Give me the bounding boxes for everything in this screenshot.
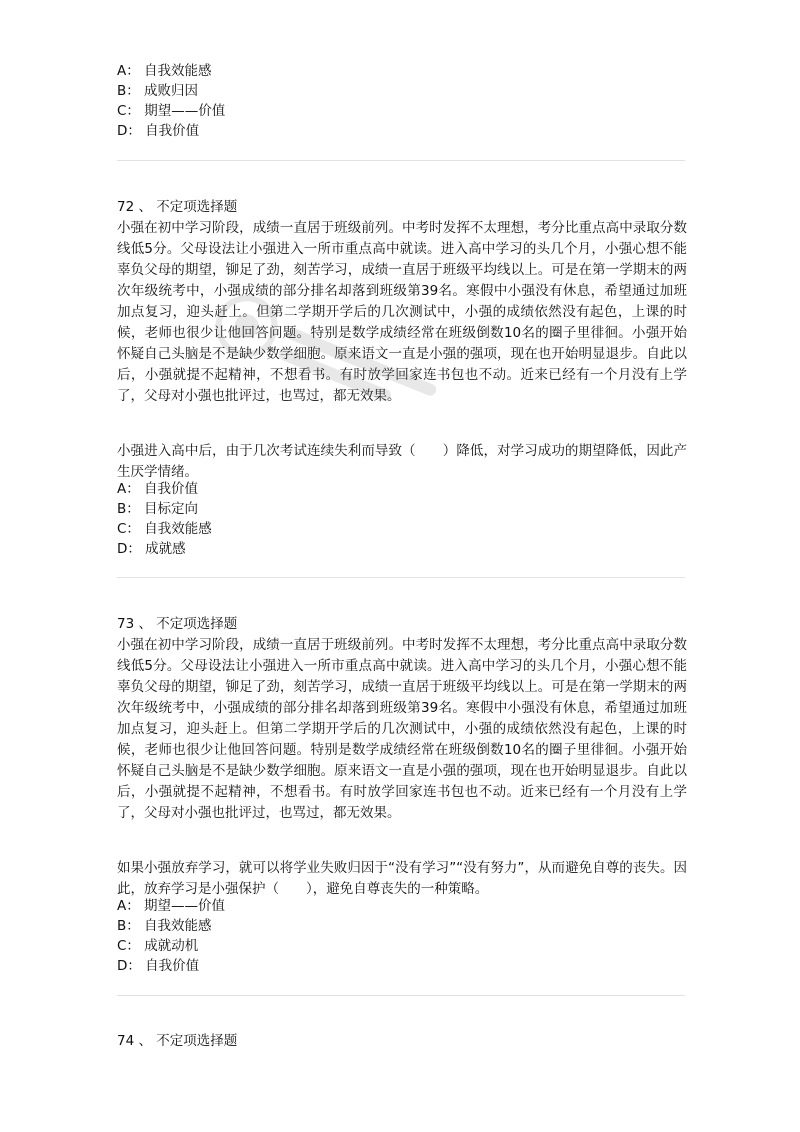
option-a[interactable]: A： 自我效能感 — [117, 63, 212, 79]
question-73-option-c[interactable]: C： 成就动机 — [117, 938, 199, 954]
question-divider — [117, 577, 685, 578]
question-73-header: 73 、 不定项选择题 — [117, 616, 238, 632]
question-divider — [117, 995, 685, 996]
question-72-stem: 小强进入高中后，由于几次考试连续失利而导致（ ）降低，对学习成功的期望降低，因此产生厌学情绪。 — [117, 443, 687, 480]
question-72-passage: 小强在初中学习阶段，成绩一直居于班级前列。中考时发挥不太理想，考分比重点高中录取分数线低5分。父母设法让小强进入一所市重点高中就读。进入高中学习的头几个月，小强心想不能辜负父母的期望，铆足了劲，刻苦学习，成绩一直居于班级平均线以上。可是在第一学期末的两次年级统考中，小强成绩的部分排名却落到班级第39名。寒假中小强没有休息，希望通过加班加点复习，迎头赶上。但第二学期开学后的几次测试中，小强的成绩依然没有起色，上课的时候，老师也很少让他回答问题。特别是数学成绩经常在班级倒数10名的圈子里徘徊。小强开始怀疑自己头脑是不是缺少数学细胞。原来语文一直是小强的强项，现在也开始明显退步。自此以后，小强就提不起精神，不想看书。有时放学回家连书包也不动。近来已经有一个月没有上学了，父母对小强也批评过，也骂过，都无效果。 — [117, 220, 687, 404]
question-73-passage: 小强在初中学习阶段，成绩一直居于班级前列。中考时发挥不太理想，考分比重点高中录取分数线低5分。父母设法让小强进入一所市重点高中就读。进入高中学习的头几个月，小强心想不能辜负父母的期望，铆足了劲，刻苦学习，成绩一直居于班级平均线以上。可是在第一学期末的两次年级统考中，小强成绩的部分排名却落到班级第39名。寒假中小强没有休息，希望通过加班加点复习，迎头赶上。但第二学期开学后的几次测试中，小强的成绩依然没有起色，上课的时候，老师也很少让他回答问题。特别是数学成绩经常在班级倒数10名的圈子里徘徊。小强开始怀疑自己头脑是不是缺少数学细胞。原来语文一直是小强的强项，现在也开始明显退步。自此以后，小强就提不起精神，不想看书。有时放学回家连书包也不动。近来已经有一个月没有上学了，父母对小强也批评过，也骂过，都无效果。 — [117, 637, 687, 821]
question-72-option-c[interactable]: C： 自我效能感 — [117, 521, 212, 537]
question-73-stem: 如果小强放弃学习，就可以将学业失败归因于“没有学习”“没有努力”，从而避免自尊的丧失。因此，放弃学习是小强保护（ ），避免自尊丧失的一种策略。 — [117, 860, 687, 897]
option-d[interactable]: D： 自我价值 — [117, 123, 200, 139]
question-73-option-a[interactable]: A： 期望——价值 — [117, 898, 226, 914]
question-73-option-b[interactable]: B： 自我效能感 — [117, 918, 212, 934]
option-b[interactable]: B： 成败归因 — [117, 83, 199, 99]
question-72-option-a[interactable]: A： 自我价值 — [117, 481, 199, 497]
question-72-option-d[interactable]: D： 成就感 — [117, 541, 186, 557]
question-72-header: 72 、 不定项选择题 — [117, 199, 238, 215]
question-73-option-d[interactable]: D： 自我价值 — [117, 958, 200, 974]
question-divider — [117, 160, 685, 161]
question-74-header: 74 、 不定项选择题 — [117, 1033, 238, 1049]
question-72-option-b[interactable]: B： 目标定向 — [117, 501, 199, 517]
option-c[interactable]: C： 期望——价值 — [117, 103, 226, 119]
